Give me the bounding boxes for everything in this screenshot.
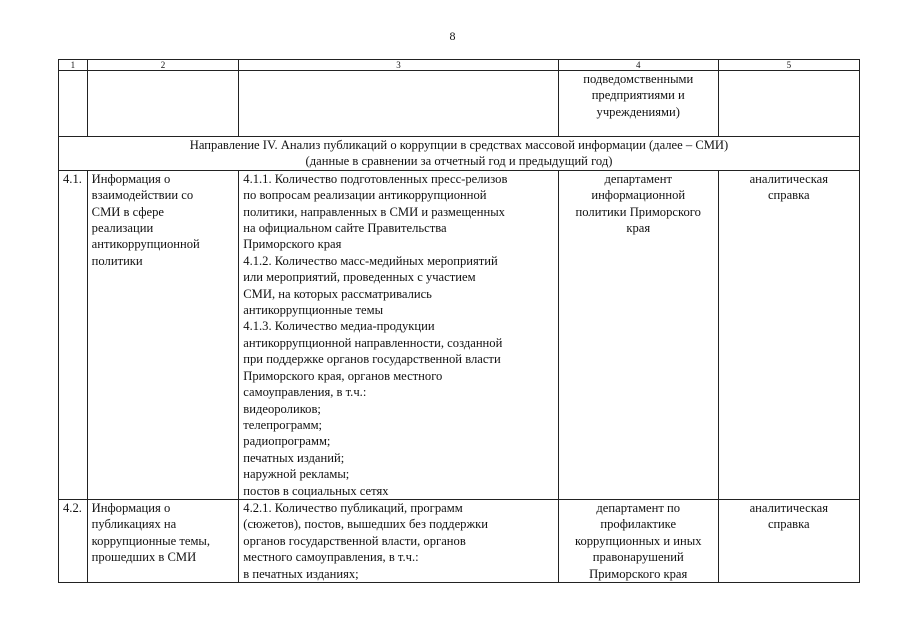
cell bbox=[59, 71, 88, 137]
text-line: Приморского края bbox=[243, 237, 342, 252]
text-line: 4.2.1. Количество публикаций, программ bbox=[243, 500, 463, 515]
report-table bbox=[58, 59, 860, 583]
text-line: постов в социальных сетях bbox=[243, 483, 389, 498]
section-heading-row bbox=[59, 137, 860, 171]
section-title: Направление IV. Анализ публикаций о коррупции в средствах массовой информации (далее – СМИ) bbox=[189, 138, 729, 152]
text-line: на официальном сайте Правительства bbox=[243, 221, 447, 236]
continued-row bbox=[59, 71, 860, 137]
cell bbox=[87, 71, 239, 137]
text-line: по вопросам реализации антикоррупционной bbox=[243, 188, 487, 203]
report-form-cell bbox=[718, 499, 859, 582]
text-line: коррупционные темы, bbox=[91, 533, 211, 548]
text-line: 4.1.3. Количество медиа-продукции bbox=[243, 319, 435, 334]
text-line: края bbox=[626, 221, 651, 236]
text-line: видеороликов; bbox=[243, 401, 321, 416]
text-line: департамент bbox=[604, 171, 672, 186]
text-line: Информация о bbox=[91, 500, 171, 515]
responsible-cell bbox=[558, 170, 718, 499]
column-number-row bbox=[59, 60, 860, 71]
report-form-cell bbox=[718, 170, 859, 499]
text-line: при поддержке органов государственной власти bbox=[243, 352, 501, 367]
text-line: справка bbox=[767, 188, 810, 203]
row-title bbox=[87, 170, 239, 499]
text-line: учреждениями) bbox=[596, 104, 680, 119]
text-line: печатных изданий; bbox=[243, 450, 345, 465]
text-line: Информация о bbox=[91, 171, 171, 186]
text-line: правонарушений bbox=[592, 550, 684, 565]
text-line: политики Приморского bbox=[575, 204, 701, 219]
text-line: аналитическая bbox=[749, 500, 829, 515]
cell bbox=[239, 71, 559, 137]
text-line: СМИ в сфере bbox=[91, 204, 164, 219]
text-line: политики, направленных в СМИ и размещенных bbox=[243, 204, 505, 219]
text-line: наружной рекламы; bbox=[243, 467, 350, 482]
responsible-cell bbox=[558, 499, 718, 582]
cell bbox=[718, 71, 859, 137]
text-line: предприятиями и bbox=[591, 88, 685, 103]
text-line: политики bbox=[91, 253, 143, 268]
text-line: подведомственными bbox=[583, 72, 694, 86]
text-line: телепрограмм; bbox=[243, 417, 323, 432]
row-number: 4.1. bbox=[59, 170, 88, 499]
text-line: (сюжетов), постов, вышедших без поддержки bbox=[243, 517, 489, 532]
text-line: департамент по bbox=[596, 500, 681, 515]
text-line: справка bbox=[767, 517, 810, 532]
text-line: антикоррупционной bbox=[91, 237, 200, 252]
row-title bbox=[87, 499, 239, 582]
text-line: радиопрограмм; bbox=[243, 434, 331, 449]
column-number: 4 bbox=[558, 60, 718, 71]
table-row bbox=[59, 499, 860, 582]
text-line: местного самоуправления, в т.ч.: bbox=[243, 550, 419, 565]
row-number: 4.2. bbox=[59, 499, 88, 582]
text-line: Приморского края, органов местного bbox=[243, 368, 443, 383]
table-row bbox=[59, 170, 860, 499]
column-number: 5 bbox=[718, 60, 859, 71]
section-heading bbox=[59, 137, 860, 171]
column-number: 3 bbox=[239, 60, 559, 71]
indicators-cell bbox=[239, 499, 559, 582]
text-line: 4.1.1. Количество подготовленных пресс-релизов bbox=[243, 171, 508, 186]
text-line: СМИ, на которых рассматривались bbox=[243, 286, 432, 301]
text-line: информационной bbox=[591, 188, 686, 203]
column-number: 2 bbox=[87, 60, 239, 71]
text-line: реализации bbox=[91, 221, 154, 236]
indicators-cell bbox=[239, 170, 559, 499]
text-line: публикациях на bbox=[91, 517, 177, 532]
text-line: органов государственной власти, органов bbox=[243, 533, 466, 548]
text-line: самоуправления, в т.ч.: bbox=[243, 385, 367, 400]
text-line: коррупционных и иных bbox=[574, 533, 702, 548]
text-line: 4.1.2. Количество масс-медийных мероприятий bbox=[243, 253, 498, 268]
text-line: в печатных изданиях; bbox=[243, 566, 359, 581]
responsible-cell bbox=[558, 71, 718, 137]
page-number: 8 bbox=[449, 29, 456, 43]
text-line: антикоррупционной направленности, созданной bbox=[243, 335, 503, 350]
text-line: или мероприятий, проведенных с участием bbox=[243, 270, 476, 285]
text-line: взаимодействии со bbox=[91, 188, 194, 203]
section-subtitle: (данные в сравнении за отчетный год и предыдущий год) bbox=[305, 154, 613, 169]
text-line: профилактике bbox=[600, 517, 677, 532]
text-line: аналитическая bbox=[749, 171, 829, 186]
text-line: прошедших в СМИ bbox=[91, 550, 197, 565]
text-line: Приморского края bbox=[589, 566, 688, 581]
text-line: антикоррупционные темы bbox=[243, 303, 384, 318]
column-number: 1 bbox=[59, 60, 88, 71]
